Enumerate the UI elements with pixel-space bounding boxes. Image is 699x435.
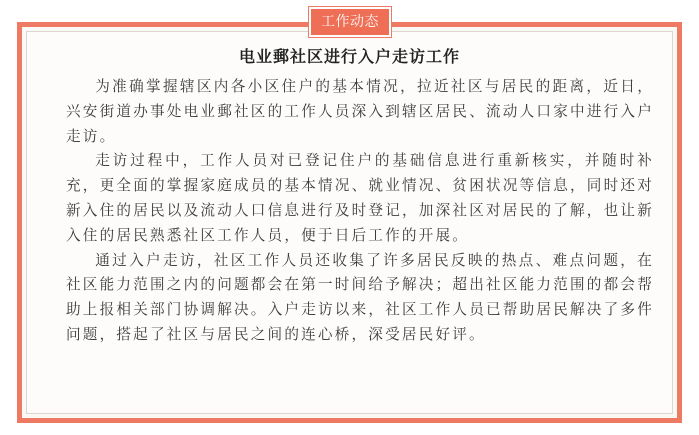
article-paragraph: 通过入户走访，社区工作人员还收集了许多居民反映的热点、难点问题，在社区能力范围之内的问题都会在第一时间给予解决；超出社区能力范围的都会帮助上报相关部门协调解决。入户走访以来，社区工作人员已帮助居民解决了多件问题，搭起了社区与居民之间的连心桥，深受居民好评。 [66,251,654,343]
article-title: 电业郵社区进行入户走访工作 [238,47,460,66]
article-body [66,75,654,348]
article-paragraph: 为准确掌握辖区内各小区住户的基本情况，拉近社区与居民的距离，近日，兴安街道办事处电业郵社区的工作人员深入到辖区居民、流动人口家中进行入户走访。 [66,78,654,145]
article-paragraph: 走访过程中，工作人员对已登记住户的基础信息进行重新核实，并随时补充，更全面的掌握家庭成员的基本情况、就业情况、贫困状况等信息，同时还对新入住的居民以及流动人口信息进行及时登记，加深社区对居民的了解，也让新入住的居民熟悉社区工作人员，便于日后工作的开展。 [66,152,654,244]
section-tag: 工作动态 [309,7,391,37]
